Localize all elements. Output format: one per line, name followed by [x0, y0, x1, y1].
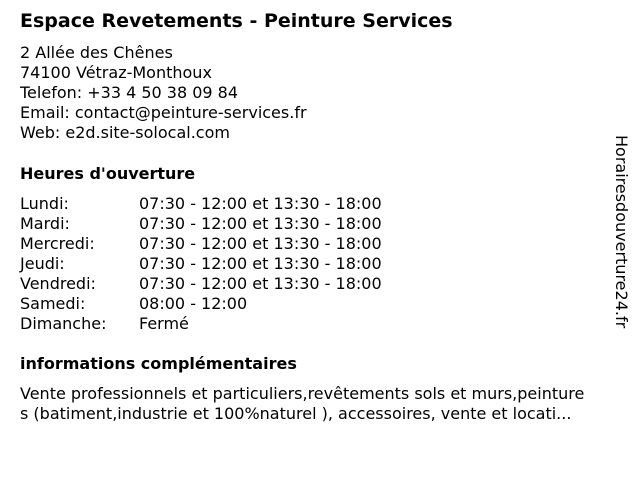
day-hours: 08:00 - 12:00	[139, 294, 248, 313]
day-hours: 07:30 - 12:00 et 13:30 - 18:00	[139, 214, 382, 233]
day-label: Mercredi:	[20, 234, 95, 253]
day-hours: Fermé	[139, 314, 189, 333]
business-name: Espace Revetements - Peinture Services	[20, 10, 453, 32]
day-hours: 07:30 - 12:00 et 13:30 - 18:00	[139, 274, 382, 293]
side-brand-watermark: Horairesdouverture24.fr	[612, 135, 631, 329]
day-label: Mardi:	[20, 214, 70, 233]
day-hours: 07:30 - 12:00 et 13:30 - 18:00	[139, 194, 382, 213]
info-line-2: s (batiment,industrie et 100%naturel ), accessoires, vente et locati...	[20, 404, 572, 423]
phone-line: Telefon: +33 4 50 38 09 84	[20, 83, 239, 102]
hours-heading: Heures d'ouverture	[20, 164, 196, 183]
info-line-1: Vente professionnels et particuliers,revêtements sols et murs,peinture	[20, 384, 585, 403]
day-hours: 07:30 - 12:00 et 13:30 - 18:00	[139, 234, 382, 253]
hours-row-thursday	[20, 254, 382, 274]
email-line: Email: contact@peinture-services.fr	[20, 103, 307, 122]
hours-row-tuesday	[20, 214, 382, 234]
info-text	[20, 384, 632, 424]
info-heading: informations complémentaires	[20, 354, 297, 373]
day-label: Lundi:	[20, 194, 69, 213]
day-label: Jeudi:	[20, 254, 65, 273]
contact-block	[20, 43, 307, 143]
hours-row-sunday	[20, 314, 382, 334]
address-line-1: 2 Allée des Chênes	[20, 43, 173, 62]
address-line-2: 74100 Vétraz-Monthoux	[20, 63, 212, 82]
day-label: Vendredi:	[20, 274, 96, 293]
hours-row-saturday	[20, 294, 382, 314]
hours-row-wednesday	[20, 234, 382, 254]
hours-row-friday	[20, 274, 382, 294]
day-hours: 07:30 - 12:00 et 13:30 - 18:00	[139, 254, 382, 273]
day-label: Samedi:	[20, 294, 86, 313]
hours-table	[20, 194, 382, 334]
web-line: Web: e2d.site-solocal.com	[20, 123, 230, 142]
day-label: Dimanche:	[20, 314, 107, 333]
hours-row-monday	[20, 194, 382, 214]
